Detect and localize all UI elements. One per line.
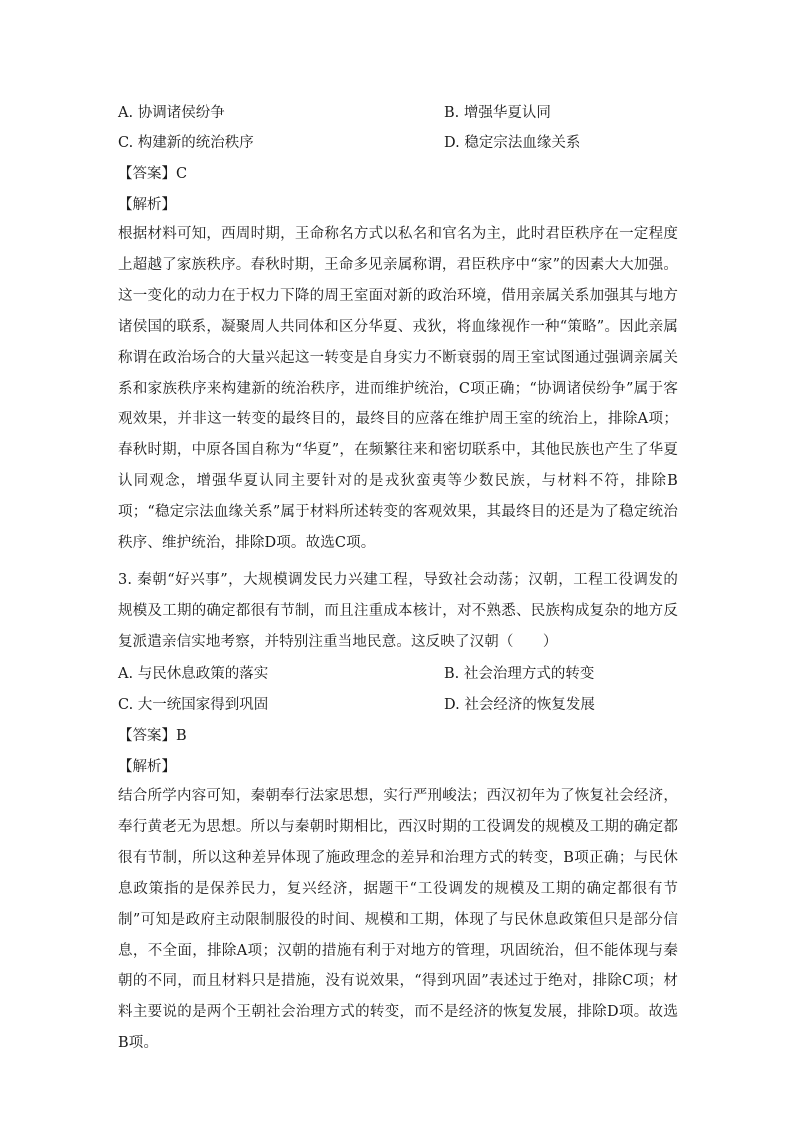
q2-option-d[interactable]: D. 稳定宗法血缘关系 [444,135,581,151]
q3-options-row-1 [118,663,678,685]
q2-option-c[interactable]: C. 构建新的统治秩序 [118,135,254,151]
q2-option-a[interactable]: A. 协调诸侯纷争 [118,105,225,121]
q2-answer: 【答案】C [118,166,188,182]
q2-analysis-text: 根据材料可知，西周时期，王命称名方式以私名和官名为主，此时君臣秩序在一定程度上超越了家族秩序。春秋时期，王命多见亲属称谓，君臣秩序中“家”的因素大大加强。这一变化的动力在于权力下降的周王室面对新的政治环境，借用亲属关系加强其与地方诸侯国的联系，凝聚周人共同体和区分华夏、戎狄，将血缘视作一种“策略”。因此亲属称谓在政治场合的大量兴起这一转变是自身实力不断衰弱的周王室试图通过强调亲属关系和家族秩序来构建新的统治秩序，进而维护统治，C项正确；“协调诸侯纷争”属于客观效果，并非这一转变的最终目的，最终目的应落在维护周王室的统治上，排除A项；春秋时期，中原各国自称为“华夏”，在频繁往来和密切联系中，其他民族也产生了华夏认同观念，增强华夏认同主要针对的是戎狄蛮夷等少数民族，与材料不符，排除B项；“稳定宗法血缘关系”属于材料所述转变的客观效果，其最终目的还是为了稳定统治秩序、维护统治，排除D项。故选C项。 [118,226,678,552]
q3-answer: 【答案】B [118,728,187,744]
q2-option-b[interactable]: B. 增强华夏认同 [444,105,551,121]
q3-options-row-2 [118,694,678,716]
q3-option-c[interactable]: C. 大一统国家得到巩固 [118,697,269,713]
q3-analysis-text: 结合所学内容可知，秦朝奉行法家思想，实行严刑峻法；西汉初年为了恢复社会经济，奉行黄老无为思想。所以与秦朝时期相比，西汉时期的工役调发的规模及工期的确定都很有节制，所以这种差异体现了施政理念的差异和治理方式的转变，B项正确；与民休息政策指的是保养民力，复兴经济，据题干“工役调发的规模及工期的确定都很有节制”可知是政府主动限制服役的时间、规模和工期，体现了与民休息政策但只是部分信息，不全面，排除A项；汉朝的措施有利于对地方的管理，巩固统治，但不能体现与秦朝的不同，而且材料只是措施，没有说效果，“得到巩固”表述过于绝对，排除C项；材料主要说的是两个王朝社会治理方式的转变，而不是经济的恢复发展，排除D项。故选B项。 [118,788,678,1052]
q3-analysis-label: 【解析】 [118,759,176,775]
q3-option-b[interactable]: B. 社会治理方式的转变 [444,666,595,682]
q2-options-row-1 [118,102,678,124]
q2-options-row-2 [118,132,678,154]
q3-option-a[interactable]: A. 与民休息政策的落实 [118,666,269,682]
q3-option-d[interactable]: D. 社会经济的恢复发展 [444,697,595,713]
q2-analysis-label: 【解析】 [118,197,176,213]
q3-stem: 3. 秦朝“好兴事”，大规模调发民力兴建工程，导致社会动荡；汉朝，工程工役调发的规模及工期的确定都很有节制，而且注重成本核计，对不熟悉、民族构成复杂的地方反复派遣亲信实地考察，并特别注重当地民意。这反映了汉朝（ ） [118,572,678,650]
